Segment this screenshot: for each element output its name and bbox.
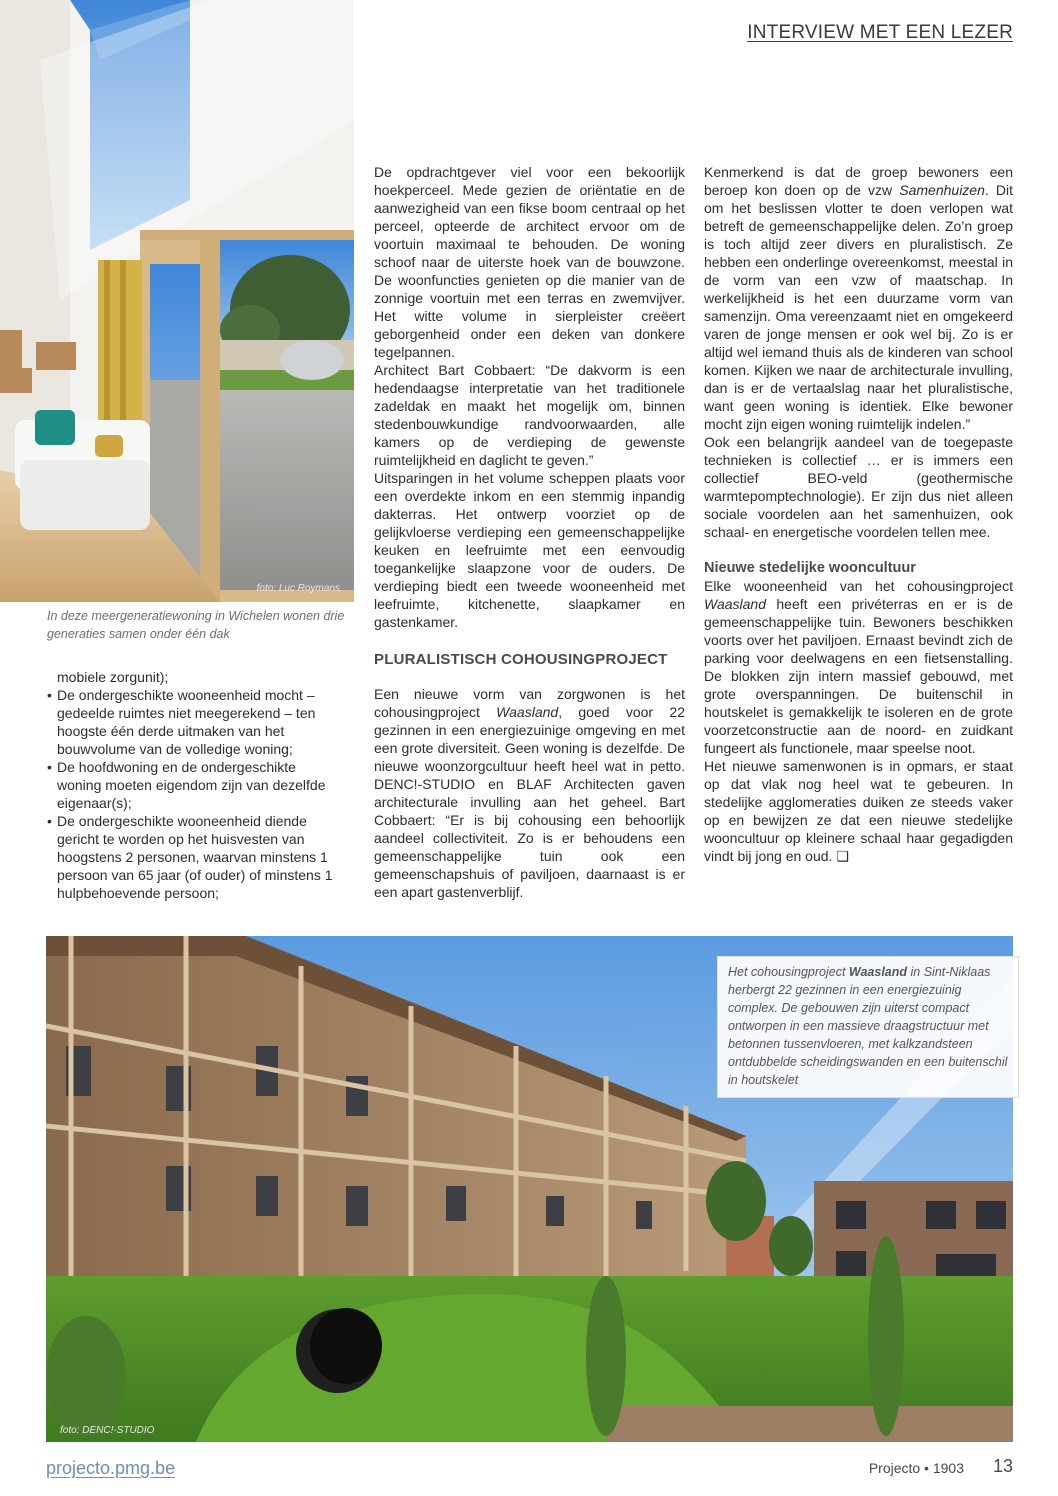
paragraph: Architect Bart Cobbaert: “De dakvorm is een hedendaagse interpretatie van het traditionele zadeldak en maakt het mogelijk om, binnen stedenbouwkundige randvoorwaarden, alle kamers op de verdieping de gewenste ruimtelijkheid en daglicht te geven.”	[374, 362, 685, 468]
paragraph: Het nieuwe samenwonen is in opmars, er staat op dat vlak nog heel wat te gebeuren. In stedelijke agglomeraties duiken ze steeds vaker op en bewijzen ze dat een nieuwe stedelijke wooncultuur op kleinere schaal haar gegadigden vindt bij jong en oud. ❑	[704, 758, 1013, 864]
column-2	[374, 163, 685, 901]
paragraph: Elke wooneenheid van het cohousingproject Waasland heeft een privéterras en er is de gemeenschappelijke tuin. Bewoners beschikken voorts over het paviljoen. Ernaast bevindt zich de parking voor deelwagens en een fietsenstalling. De blokken zijn intern massief gebouwd, met grote overspanningen. De buitenschil in houtskelet is gemakkelijk te isoleren en de grote voorzetconstructie aan de noord- en zuidkant fungeert als functionele, maar speelse noot.	[704, 578, 1013, 756]
interior-photo	[0, 0, 354, 602]
list-item: • De ondergeschikte wooneenheid diende gericht te worden op het huisvesten van hoogstens 2 personen, waarvan minstens 1 persoon van 65 jaar (of ouder) of minstens 1 hulpbehoevende persoon;	[47, 812, 342, 902]
magazine-issue: Projecto • 1903	[868, 1460, 964, 1476]
interior-photo-illustration	[0, 0, 354, 602]
photo-credit-top: foto: Luc Roymans	[256, 583, 340, 594]
paragraph: Kenmerkend is dat de groep bewoners een beroep kon doen op de vzw Samenhuizen. Dit om het beslissen vlotter te doen verlopen wat betreft de gemeenschappelijke delen. Zo’n groep is toch altijd zeer divers en pluralistisch. Ze hebben een onderlinge overeenkomst, meestal in de vorm van een vzw of maatschap. In werkelijkheid is het een duurzame vorm van samenzijn. Oma vereenzaamt niet en omgekeerd varen de jonge mensen er ook wel bij. Zo is er altijd wel iemand thuis als de kinderen van school komen. Kijken we naar de architecturale invulling, dan is er de vertaalslag naar het pluralistische, want geen woning is identiek. Elke bewoner mocht zijn eigen woning ruimtelijk indelen.”	[704, 164, 1014, 432]
paragraph: De opdrachtgever viel voor een bekoorlijk hoekperceel. Mede gezien de oriëntatie en de aanwezigheid van een fikse boom centraal op het perceel, opteerde de architect ervoor om de voortuin maximaal te behouden. De woning schoof naar de uiterste hoek van de bouwzone. De woonfuncties genieten op die manier van de zonnige voortuin met een terras en zwemvijver. Het witte volume in sierpleister creëert geborgenheid onder een deken van donkere tegelpannen.	[374, 164, 685, 360]
column-1-lead: mobiele zorgunit);	[57, 669, 169, 685]
website-link[interactable]: projecto.pmg.be	[46, 1458, 176, 1478]
photo-caption-top: In deze meergeneratiewoning in Wichelen wonen drie generaties samen onder één dak	[47, 609, 345, 641]
photo-caption-bottom: Het cohousingproject Waasland in Sint-Niklaas herbergt 22 gezinnen in een energiezuinig complex. De gebouwen zijn uiterst compact ontworpen in een massieve draagstructuur met betonnen tussenvloeren, met kalkzandsteen ontdubbelde scheidingswanden en een buitenschil in houtskelet	[717, 956, 1019, 1098]
conditions-list	[47, 686, 342, 902]
section-title: INTERVIEW MET EEN LEZER	[747, 22, 1013, 43]
page-number: 13	[992, 1456, 1013, 1476]
section-heading-wooncultuur: Nieuwe stedelijke wooncultuur	[704, 560, 916, 576]
column-3	[704, 163, 1013, 865]
list-item: • De hoofdwoning en de ondergeschikte woning moeten eigendom zijn van dezelfde eigenaar(s);	[47, 758, 342, 812]
end-mark-icon: ❑	[836, 848, 849, 864]
photo-credit-bottom: foto: DENC!-STUDIO	[60, 1425, 155, 1436]
paragraph: Ook een belangrijk aandeel van de toegepaste technieken is collectief … er is immers een collectief BEO-veld (geothermische warmtepomptechnologie). Er zijn dus niet alleen sociale voordelen aan het samenhuizen, ook schaal- en energetische voordelen tellen mee.	[704, 434, 1013, 540]
column-1	[47, 668, 342, 902]
list-item: • De ondergeschikte wooneenheid mocht – gedeelde ruimtes niet meegerekend – ten hoogste één derde uitmaken van het bouwvolume van de volledige woning;	[47, 686, 342, 758]
section-heading-cohousing: PLURALISTISCH COHOUSINGPROJECT	[374, 651, 668, 668]
paragraph: Uitsparingen in het volume scheppen plaats voor een overdekte inkom en een stemmig inpandig dakterras. Het ontwerp voorziet op de gelijkvloerse verdieping een gemeenschappelijke keuken en leefruimte met een eenvoudig toegankelijke slaapzone voor de ouders. De verdieping biedt een tweede wooneenheid met leefruimte, kitchenette, slaapkamer en gastenkamer.	[374, 470, 685, 630]
paragraph: Een nieuwe vorm van zorgwonen is het cohousingproject Waasland, goed voor 22 gezinnen in een energiezuinige omgeving en met een grote diversiteit. Geen woning is dezelfde. De nieuwe woonzorgcultuur heeft heel wat in petto. DENC!-STUDIO en BLAF Architecten gaven architecturale invulling aan het geheel. Bart Cobbaert: “Er is bij cohousing een behoorlijk aandeel collectiviteit. Zo is er behoudens een gemeenschappelijke tuin ook een gemeenschapshuis of paviljoen, daarnaast is er een apart gastenverblijf.	[374, 686, 685, 900]
